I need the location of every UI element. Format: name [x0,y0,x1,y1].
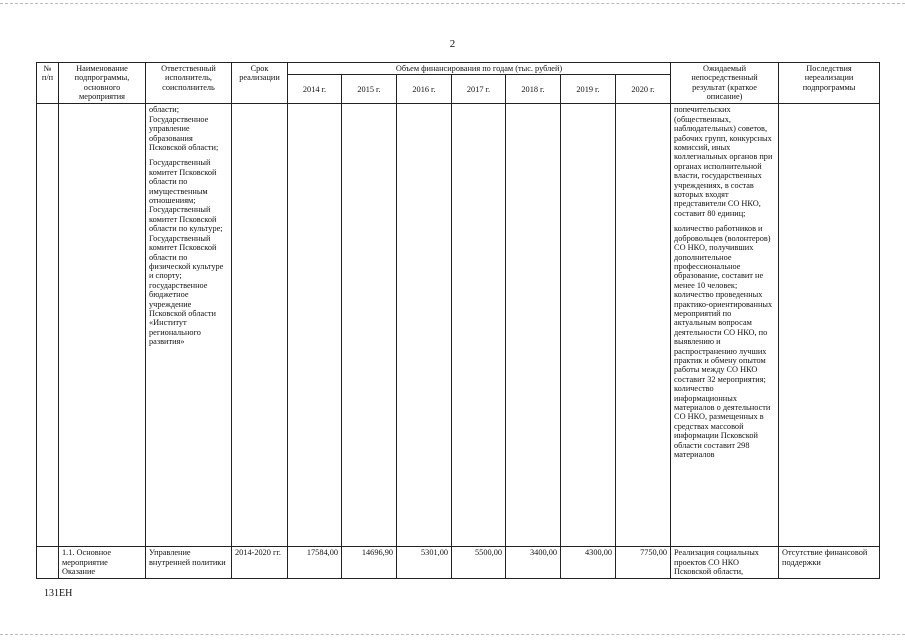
cell-result-text [671,104,779,547]
header-term: Срок реализации [232,63,288,104]
header-row [37,63,880,75]
cell-2020-empty [616,104,671,547]
executor-line: Государственное управление образования Псковской области; [149,114,219,153]
header-num: № п/п [37,63,59,104]
cell-value-2018: 3400,00 [506,547,561,578]
cell-name: 1.1. Основное мероприятие Оказание [59,547,146,578]
cell-value-2017: 5500,00 [452,547,506,578]
executor-line: Государственный комитет Псковской области по физической культуре и спорту; [149,233,224,281]
cell-term: 2014-2020 гг. [232,547,288,578]
cell-consequences: Отсутствие финансовой поддержки [779,547,880,578]
cell-value-2016: 5301,00 [397,547,452,578]
header-executor: Ответственный исполнитель, соисполнитель [146,63,232,104]
cell-executor-list [146,104,232,547]
header-financing: Объем финансирования по годам (тыс. рублей) [288,63,671,75]
header-year-2016: 2016 г. [397,75,452,104]
cell-executor: Управление внутренней политики [146,547,232,578]
cell-result: Реализация социальных проектов СО НКО Псковской области, [671,547,779,578]
cell-num-empty [37,547,59,578]
executor-line: Государственный комитет Псковской области по имущественным отношениям; [149,158,217,206]
header-consequences: Последствия нереализации подпрограммы [779,63,880,104]
header-year-2014: 2014 г. [288,75,342,104]
cell-value-2014: 17584,00 [288,547,342,578]
table-row-continuation [37,104,880,547]
cell-term-empty [232,104,288,547]
cell-2014-empty [288,104,342,547]
result-paragraph: попечительских (общественных, наблюдательных) советов, рабочих групп, конкурсных комиссий, иных коллегиальных органов при органах исполнительной власти, государственных учреждениях, в состав которых входят представители СО НКО, составит 80 единиц; [674,105,773,218]
financing-table [36,62,880,579]
header-year-2015: 2015 г. [342,75,397,104]
executor-line: области; [149,105,180,115]
cell-2019-empty [561,104,616,547]
header-year-2017: 2017 г. [452,75,506,104]
header-year-2019: 2019 г. [561,75,616,104]
table-row-1-1 [37,547,880,578]
cell-2016-empty [397,104,452,547]
cell-value-2019: 4300,00 [561,547,616,578]
cell-consequences-empty [779,104,880,547]
scan-top-edge [0,3,905,5]
result-paragraph: количество работников и добровольцев (волонтеров) СО НКО, получивших дополнительное профессиональное образование, составит не менее 10 человек; количество проведенных практико-ориентированных мероприятий по актуальным вопросам деятельности СО НКО, по выявлению и распространению лучших практик и обмену опытом работы между СО НКО составит 32 мероприятия; количество информационных материалов о деятельности СО НКО, размещенных в средствах массовой информации Псковской области составит 298 материалов [674,224,773,460]
header-year-2018: 2018 г. [506,75,561,104]
cell-value-2015: 14696,90 [342,547,397,578]
document-code: 131EH [44,588,73,599]
cell-name-empty [59,104,146,547]
header-result: Ожидаемый непосредственный результат (краткое описание) [671,63,779,104]
scan-bottom-edge [0,634,905,636]
cell-num-empty [37,104,59,547]
cell-2018-empty [506,104,561,547]
header-name: Наименование подпрограммы, основного мероприятия [59,63,146,104]
cell-2017-empty [452,104,506,547]
executor-line: государственное бюджетное учреждение Псковской области «Институт регионального развития» [149,280,216,347]
executor-line: Государственный комитет Псковской области по культуре; [149,205,223,234]
cell-2015-empty [342,104,397,547]
page-number: 2 [449,38,456,50]
header-year-2020: 2020 г. [616,75,671,104]
cell-value-2020: 7750,00 [616,547,671,578]
